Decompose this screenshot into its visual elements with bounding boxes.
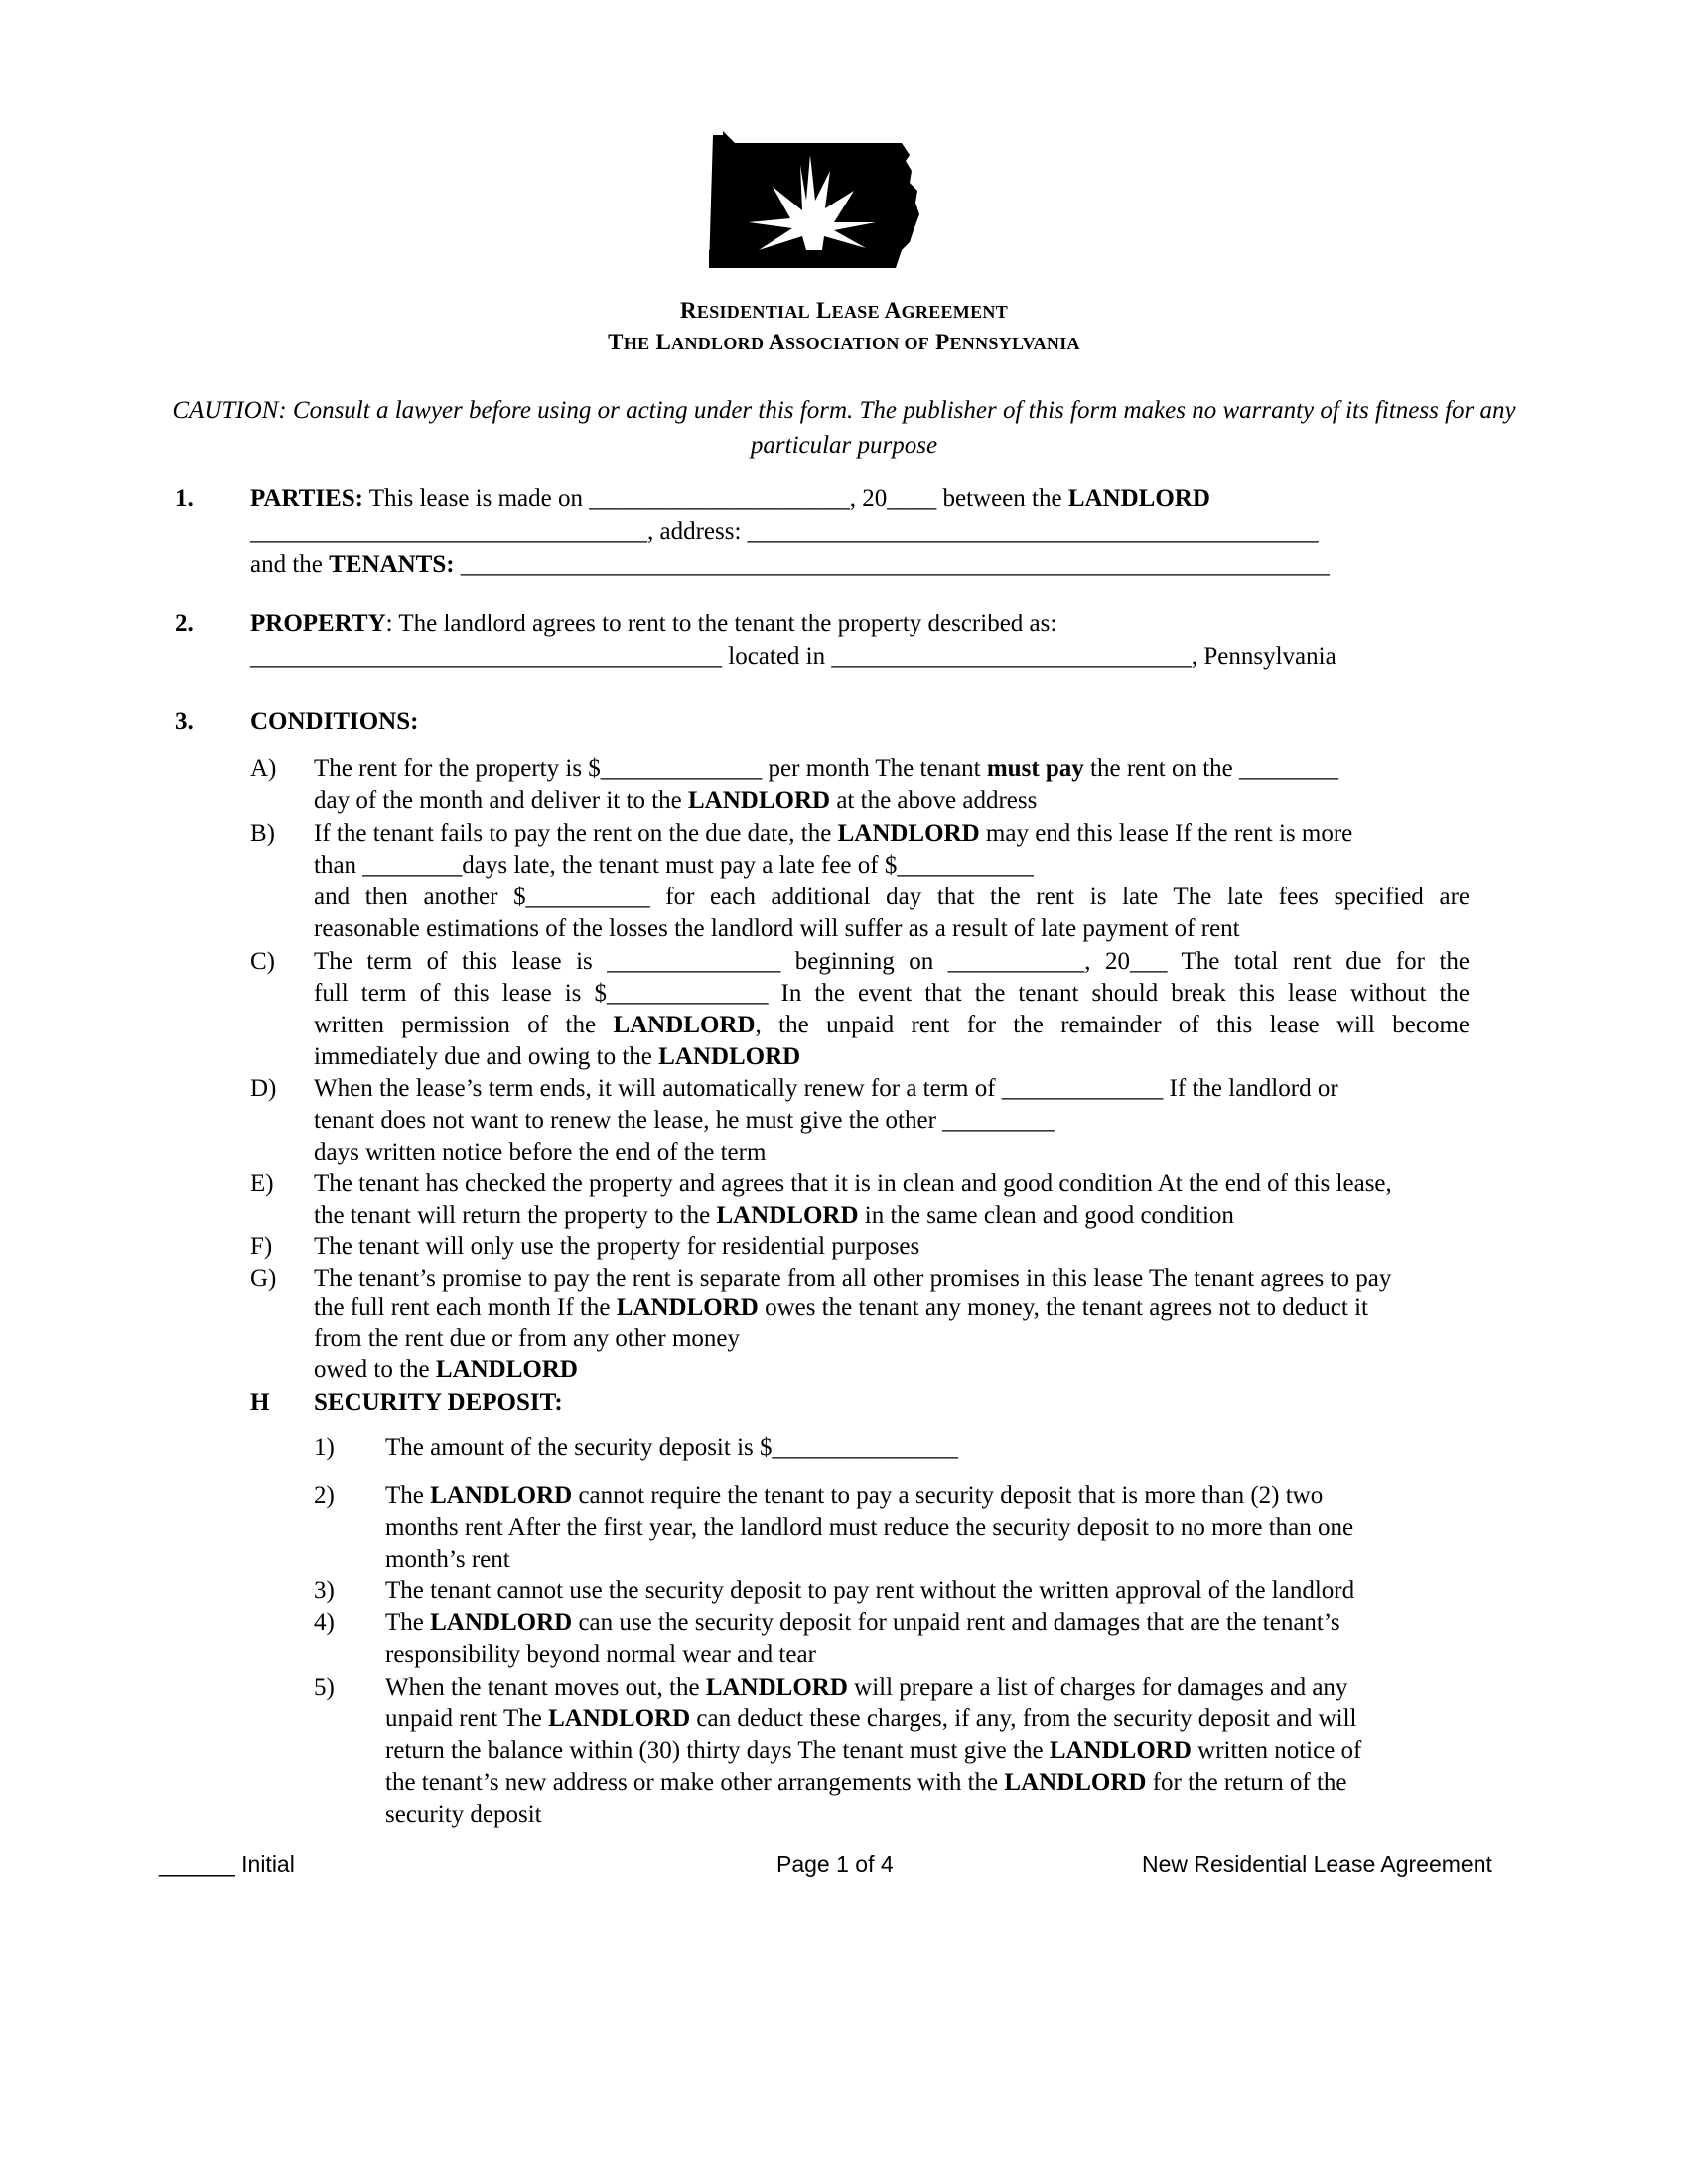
clause-g-line-3: from the rent due or from any other money	[314, 1325, 741, 1352]
deposit-item-2-line-3: month’s rent	[385, 1546, 510, 1572]
clause-e-line-1: The tenant has checked the property and agrees that it is in clean and good condition At the end of this lease,	[314, 1170, 1392, 1197]
clause-d-line-2: tenant does not want to renew the lease, he must give the other _________	[314, 1107, 1055, 1134]
section-1-number: 1.	[175, 485, 194, 512]
footer-document-name: New Residential Lease Agreement	[1142, 1851, 1492, 1877]
clause-c-line-1: The term of this lease is ______________ beginning on ___________, 20___ The total rent due for the	[314, 948, 1470, 975]
security-deposit-heading: SECURITY DEPOSIT:	[314, 1389, 563, 1416]
caution-notice: CAUTION: Consult a lawyer before using or acting under this form. The publisher of this form makes no warranty of its fitness for any particular purpose	[172, 397, 1516, 459]
footer-page-number: Page 1 of 4	[776, 1851, 894, 1877]
section-1-line-2: ________________________________, address: ______________________________________________	[250, 518, 1319, 545]
clause-b-line-2: than ________days late, the tenant must pay a late fee of $___________	[314, 852, 1034, 879]
deposit-item-2-line-2: months rent After the first year, the landlord must reduce the security deposit to no more than one	[385, 1514, 1354, 1541]
clause-d-line-3: days written notice before the end of the term	[314, 1139, 767, 1165]
clause-g-line-1: The tenant’s promise to pay the rent is separate from all other promises in this lease The tenant agrees to pay	[314, 1265, 1392, 1292]
deposit-item-5-line-3: return the balance within (30) thirty days The tenant must give the LANDLORD written notice of	[385, 1737, 1362, 1764]
section-3-heading: CONDITIONS:	[250, 708, 419, 735]
clause-b-label: B)	[250, 820, 275, 847]
clause-h-label: H	[250, 1389, 270, 1416]
deposit-item-1-line-1: The amount of the security deposit is $_______________	[385, 1434, 959, 1461]
clause-c-line-2: full term of this lease is $_____________ In the event that the tenant should break this lease without the	[314, 980, 1470, 1007]
clause-d-label: D)	[250, 1075, 277, 1102]
clause-f-line-1: The tenant will only use the property for residential purposes	[314, 1233, 920, 1260]
section-2-line-1: PROPERTY: The landlord agrees to rent to the tenant the property described as:	[250, 611, 1057, 637]
clause-f-label: F)	[250, 1233, 273, 1260]
clause-c-line-4: immediately due and owing to the LANDLORD	[314, 1043, 801, 1070]
deposit-item-4-line-1: The LANDLORD can use the security deposit for unpaid rent and damages that are the tenant’s	[385, 1609, 1340, 1636]
section-1-line-1: PARTIES: This lease is made on _____________________, 20____ between the LANDLORD	[250, 485, 1210, 512]
deposit-item-5-line-1: When the tenant moves out, the LANDLORD will prepare a list of charges for damages and any	[385, 1674, 1348, 1701]
deposit-item-5-line-4: the tenant’s new address or make other arrangements with the LANDLORD for the return of the	[385, 1769, 1347, 1796]
deposit-item-2-label: 2)	[314, 1482, 335, 1509]
clause-g-line-2: the full rent each month If the LANDLORD owes the tenant any money, the tenant agrees not to deduct it	[314, 1295, 1368, 1321]
deposit-item-4-line-2: responsibility beyond normal wear and tear	[385, 1641, 816, 1668]
clause-b-line-1: If the tenant fails to pay the rent on the due date, the LANDLORD may end this lease If the rent is more	[314, 820, 1353, 847]
document-title-line-1: RESIDENTIAL LEASE AGREEMENT	[679, 298, 1009, 323]
clause-a-line-2: day of the month and deliver it to the LANDLORD at the above address	[314, 787, 1038, 814]
document-title-line-2: THE LANDLORD ASSOCIATION OF PENNSYLVANIA	[608, 330, 1080, 354]
clause-g-label: G)	[250, 1265, 277, 1292]
clause-b-line-4: reasonable estimations of the losses the landlord will suffer as a result of late payment of rent	[314, 915, 1240, 942]
section-1-line-3: and the TENANTS: ______________________________________________________________________	[250, 551, 1330, 578]
pennsylvania-logo-icon	[707, 131, 923, 272]
footer-initial-field: ______ Initial	[159, 1851, 295, 1877]
deposit-item-2-line-1: The LANDLORD cannot require the tenant to pay a security deposit that is more than (2) two	[385, 1482, 1324, 1509]
section-2-number: 2.	[175, 611, 194, 637]
clause-a-line-1: The rent for the property is $_____________ per month The tenant must pay the rent on the ________	[314, 755, 1338, 782]
clause-d-line-1: When the lease’s term ends, it will automatically renew for a term of _____________ If the landlord or	[314, 1075, 1338, 1102]
deposit-item-3-line-1: The tenant cannot use the security deposit to pay rent without the written approval of the landlord	[385, 1577, 1355, 1604]
section-2-line-2: ______________________________________ located in _____________________________, Pennsylvania	[250, 643, 1336, 670]
clause-a-label: A)	[250, 755, 277, 782]
clause-c-line-3: written permission of the LANDLORD, the unpaid rent for the remainder of this lease will become	[314, 1012, 1470, 1038]
clause-e-label: E)	[250, 1170, 274, 1197]
section-3-number: 3.	[175, 708, 194, 735]
deposit-item-4-label: 4)	[314, 1609, 335, 1636]
clause-b-line-3: and then another $__________ for each additional day that the rent is late The late fees specified are	[314, 884, 1470, 910]
clause-c-label: C)	[250, 948, 275, 975]
deposit-item-5-line-2: unpaid rent The LANDLORD can deduct these charges, if any, from the security deposit and will	[385, 1706, 1357, 1732]
deposit-item-5-label: 5)	[314, 1674, 335, 1701]
deposit-item-3-label: 3)	[314, 1577, 335, 1604]
clause-g-line-4: owed to the LANDLORD	[314, 1356, 578, 1383]
deposit-item-1-label: 1)	[314, 1434, 335, 1461]
clause-e-line-2: the tenant will return the property to the LANDLORD in the same clean and good condition	[314, 1202, 1234, 1229]
deposit-item-5-line-5: security deposit	[385, 1801, 542, 1828]
